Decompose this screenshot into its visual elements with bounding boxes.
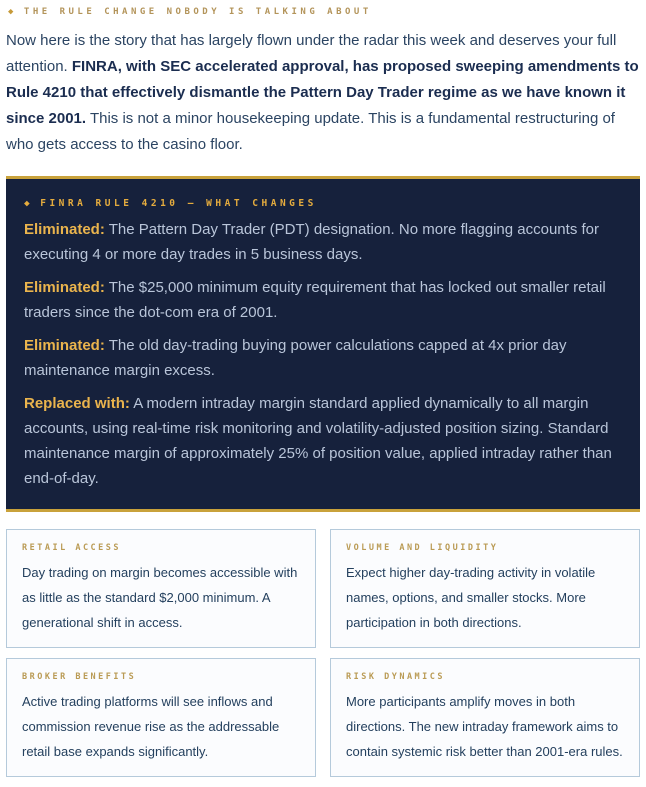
card-label: RETAIL ACCESS xyxy=(22,543,122,553)
rule-item-lead: Replaced with: xyxy=(24,395,130,412)
card-retail-access xyxy=(6,529,316,648)
card-text: Expect higher day-trading activity in volatile names, options, and smaller stocks. More participation in both directions. xyxy=(346,565,596,630)
rule-item-buying-power xyxy=(24,333,624,383)
card-label: VOLUME AND LIQUIDITY xyxy=(346,543,499,553)
rule-item-text: The Pattern Day Trader (PDT) designation. No more flagging accounts for executing 4 or more day trades in 5 business days. xyxy=(24,221,599,263)
intro-text-bold: FINRA, with SEC accelerated approval, has proposed sweeping amendments to Rule 4210 that effectively dismantle the Pattern Day Trader regime as we have known it since 2001. xyxy=(6,58,639,127)
card-text: More participants amplify moves in both directions. The new intraday framework aims to contain systemic risk better than 2001-era rules. xyxy=(346,694,623,759)
rule-item-text: The old day-trading buying power calculations capped at 4x prior day maintenance margin excess. xyxy=(24,337,567,379)
rule-item-replacement xyxy=(24,391,624,491)
card-text: Active trading platforms will see inflows and commission revenue rise as the addressable retail base expands significantly. xyxy=(22,694,280,759)
rule-item-lead: Eliminated: xyxy=(24,337,105,354)
impact-cards-grid xyxy=(6,529,640,777)
card-volume-and-liquidity xyxy=(330,529,640,648)
rule-item-pdt-designation xyxy=(24,217,624,267)
rule-box-title xyxy=(24,198,624,209)
section-eyebrow-text: THE RULE CHANGE NOBODY IS TALKING ABOUT xyxy=(23,7,372,17)
intro-paragraph xyxy=(6,28,640,158)
card-risk-dynamics xyxy=(330,658,640,777)
card-label: RISK DYNAMICS xyxy=(346,672,446,682)
rule-item-equity-requirement xyxy=(24,275,624,325)
card-broker-benefits xyxy=(6,658,316,777)
rule-box-title-text: FINRA RULE 4210 — WHAT CHANGES xyxy=(40,198,317,209)
card-text: Day trading on margin becomes accessible with as little as the standard $2,000 minimum. A generational shift in access. xyxy=(22,565,298,630)
rule-change-box xyxy=(6,176,640,512)
diamond-icon: ◆ xyxy=(24,198,34,209)
card-label: BROKER BENEFITS xyxy=(22,672,137,682)
rule-item-lead: Eliminated: xyxy=(24,279,105,296)
rule-item-text: The $25,000 minimum equity requirement that has locked out smaller retail traders since the dot-com era of 2001. xyxy=(24,279,606,321)
rule-item-text: A modern intraday margin standard applied dynamically to all margin accounts, using real-time risk monitoring and volatility-adjusted position sizing. Standard maintenance margin of approximately 25% of position value, applied intraday rather than end-of-day. xyxy=(24,395,612,487)
intro-text-lead: Now here is the story that has largely flown under the radar this week and deserves your full attention. xyxy=(6,32,617,75)
diamond-icon: ◆ xyxy=(8,7,17,17)
intro-text-tail: This is not a minor housekeeping update. This is a fundamental restructuring of who gets access to the casino floor. xyxy=(6,110,615,153)
rule-item-lead: Eliminated: xyxy=(24,221,105,238)
section-eyebrow xyxy=(6,5,640,17)
